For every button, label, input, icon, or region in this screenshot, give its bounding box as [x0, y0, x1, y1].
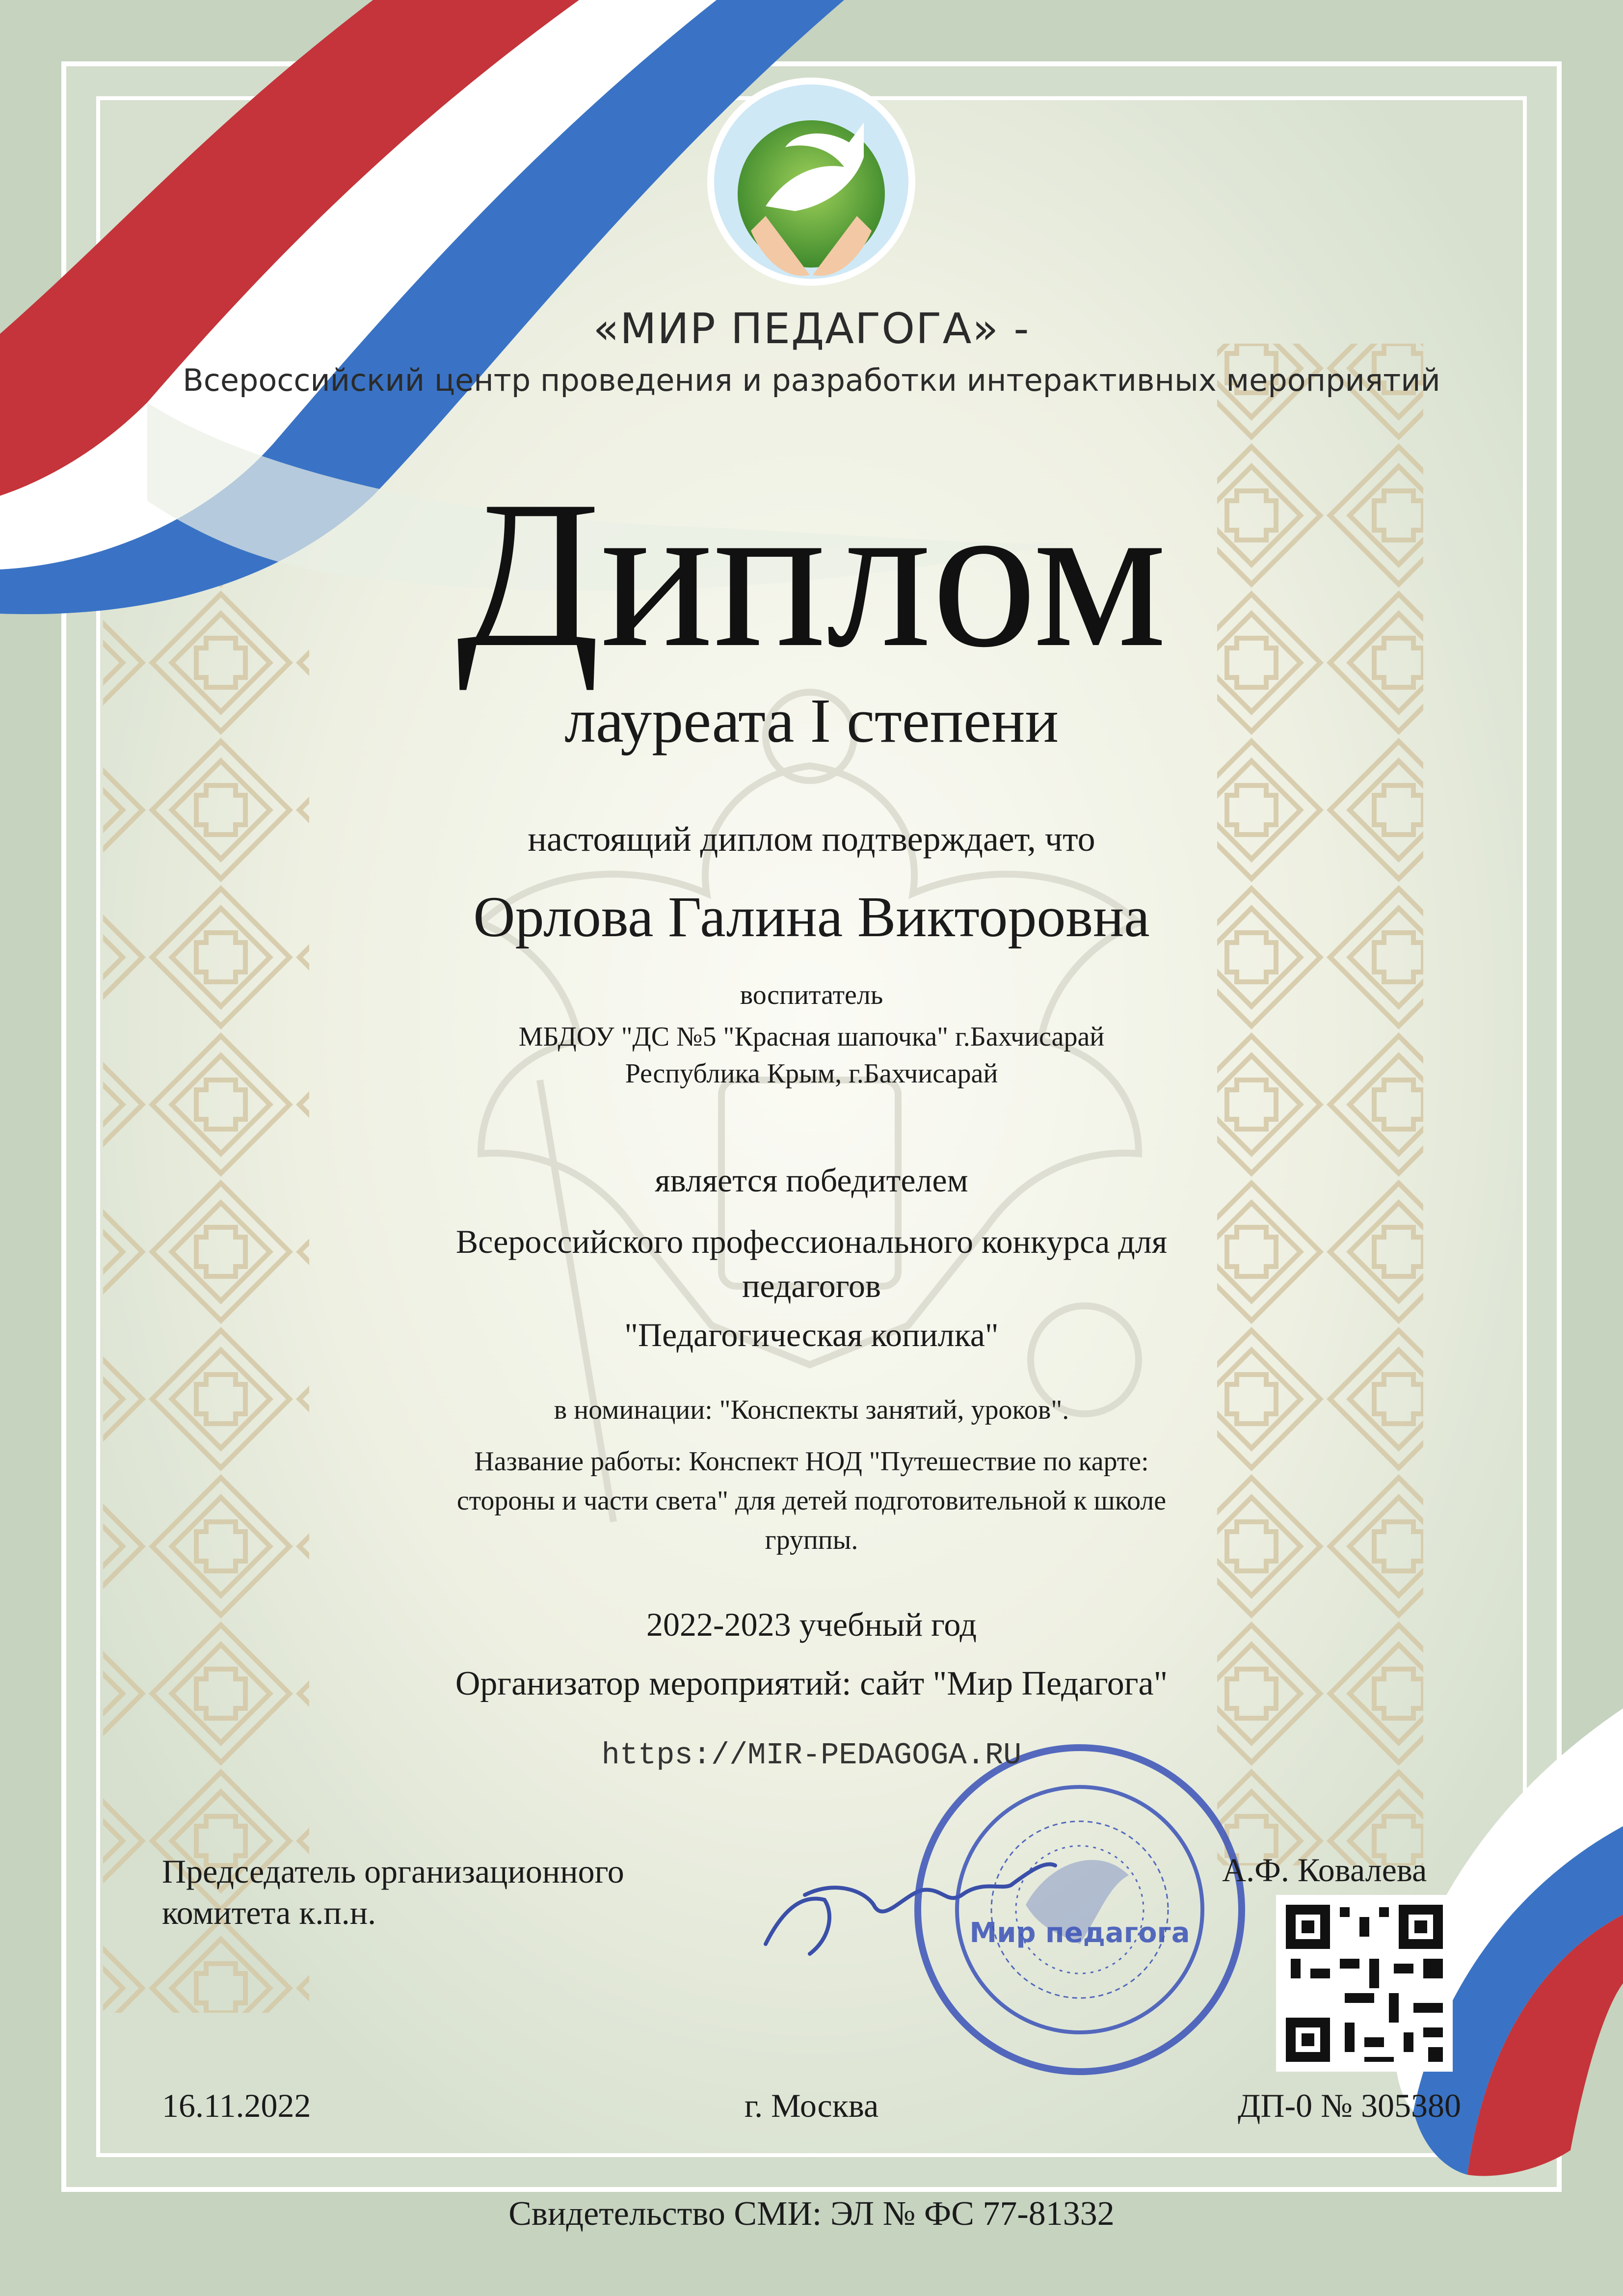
institution: МБДОУ "ДС №5 "Красная шапочка" г.Бахчисарай [518, 1022, 1105, 1052]
work-title-line-2: стороны и части света" для детей подготовительной к школе [456, 1486, 1167, 1516]
chair-title [162, 1851, 624, 1933]
contest-line-2: педагогов [742, 1267, 881, 1304]
issue-date: 16.11.2022 [162, 2087, 311, 2124]
diploma-title: Диплом [456, 458, 1167, 691]
chair-title-line-1: Председатель организационного [162, 1853, 624, 1890]
organization-name: «МИР ПЕДАГОГА» - [593, 304, 1030, 353]
mir-pedagoga-logo [711, 81, 912, 282]
media-certificate: Свидетельство СМИ: ЭЛ № ФС 77-81332 [508, 2195, 1115, 2233]
location: Республика Крым, г.Бахчисарай [625, 1058, 998, 1089]
website-url: https://MIR-PEDAGOGA.RU [601, 1738, 1022, 1773]
position: воспитатель [740, 980, 883, 1010]
contest-line-1: Всероссийского профессионального конкурса для [455, 1223, 1168, 1260]
organizer: Организатор мероприятий: сайт "Мир Педагога" [455, 1665, 1168, 1702]
stamp-text: Мир педагога [969, 1917, 1190, 1949]
nomination: в номинации: "Конспекты занятий, уроков". [554, 1395, 1069, 1425]
lead-text: настоящий диплом подтверждает, что [528, 819, 1095, 859]
work-title-line-1: Название работы: Конспект НОД "Путешествие по карте: [474, 1446, 1149, 1477]
chair-title-line-2: комитета к.п.н. [162, 1894, 376, 1931]
issue-city: г. Москва [744, 2087, 879, 2124]
chair-name: А.Ф. Ковалева [1222, 1851, 1427, 1889]
qr-code [1276, 1895, 1453, 2072]
diploma-number: ДП-0 № 305380 [1237, 2087, 1461, 2124]
diploma-degree: лауреата I степени [564, 686, 1059, 756]
organization-subtitle: Всероссийский центр проведения и разработки интерактивных мероприятий [183, 362, 1440, 398]
academic-year: 2022-2023 учебный год [646, 1606, 977, 1643]
recipient-name: Орлова Галина Викторовна [473, 885, 1150, 949]
contest-name: "Педагогическая копилка" [624, 1316, 999, 1353]
winner-status: является победителем [655, 1162, 968, 1199]
work-title-line-3: группы. [765, 1525, 858, 1555]
